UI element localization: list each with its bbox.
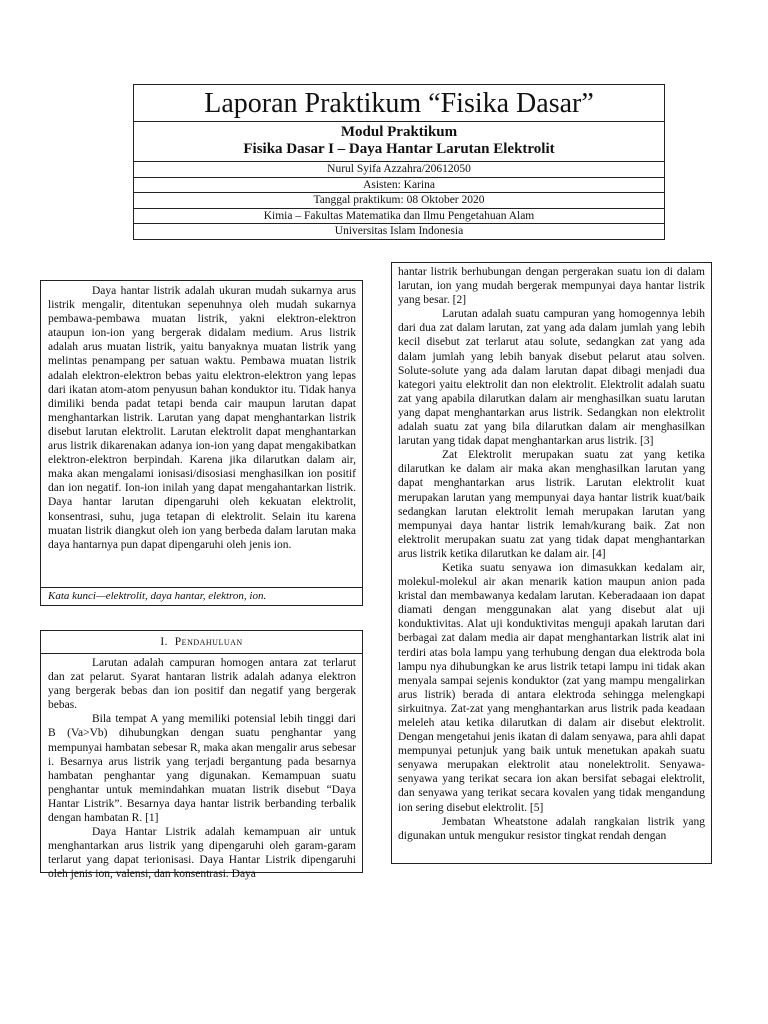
intro-paragraph-2: Bila tempat A yang memiliki potensial lebih tinggi dari B (Va>Vb) dihubungkan dengan suatu penghantar yang mempunyai hambatan sebesar R, maka akan mengalir arus sebesar i. Besarnya arus listrik yang terjadi bergantung pada besarnya hambatan penghantar yang digunakan. Kemampuan suatu penghantar untuk memindahkan muatan listrik disebut “Daya Hantar Listrik”. Besarnya daya hantar listrik berbanding terbalik dengan hambatan R. [1] xyxy=(48,713,356,825)
right-paragraph-1: Larutan adalah suatu campuran yang homogennya lebih dari dua zat dalam larutan, zat yang ada dalam jumlah yang lebih kecil disebut zat terlarut atau solute, sedangkan zat yang ada dalam jumlah yang lebih banyak disebut pelarut atau solven. Solute-solute yang ada dalam larutan dapat dibagi menjadi dua kategori yaitu elektrolit dan non elektrolit. Elektrolit adalah suatu zat yang apabila dilarutkan dalam air menghasilkan suatu larutan yang dapat menghantarkan arus listrik. Sedangkan non elektrolit adalah suatu zat yang bila dilarutkan dalam air menghasilkan larutan yang tidak dapat menghantarkan arus listrik. [3] xyxy=(398,308,705,448)
module-heading xyxy=(134,122,664,162)
practicum-date: Tanggal praktikum: 08 Oktober 2020 xyxy=(134,193,664,209)
module-title: Fisika Dasar I – Daya Hantar Larutan Elektrolit xyxy=(243,141,555,157)
abstract-text: Daya hantar listrik adalah ukuran mudah sukarnya arus listrik mengalir, ditentukan sepenuhnya oleh mudah sukarnya pembawa-pembawa muatan listrik, yakni elektron-elektron ataupun ion-ion yang bergerak didalam medium. Arus listrik adalah arus muatan listrik, yaitu banyaknya muatan listrik yang melintas penampang per satuan waktu. Pembawa muatan listrik adalah elektron-elektron bebas yaitu elektron-elektron yang lepas dari ikatan atom-atom penyusun bahan konduktor itu. Tidak hanya dimiliki benda padat tetapi benda cair maupun larutan dapat menghantarkan listrik. Larutan yang dapat menghantarkan listrik disebut larutan elektrolit. Larutan elektrolit dapat menghantarkan arus listrik dikarenakan adanya ion-ion yang dapat mengakibatkan elektron-elektron berpindah. Karena jika dilarutkan dalam air, maka akan mengalami ionisasi/disosiasi menghasilkan ion positif dan ion negatif. Ion-ion inilah yang dapat mengahantarkan listrik. Daya hantar larutan dipengaruhi oleh kekuatan elektrolit, konsentrasi, suhu, juga tetapan di elektrolit. Selain itu karena muatan listrik diangkut oleh ion yang berbeda dalam larutan maka daya hantarnya pun dapat dipengaruhi oleh jenis ion. xyxy=(48,285,356,551)
right-column-box xyxy=(391,262,712,864)
faculty-name: Kimia – Fakultas Matematika dan Ilmu Pengetahuan Alam xyxy=(134,209,664,225)
abstract-box xyxy=(40,280,363,606)
author-name: Nurul Syifa Azzahra/20612050 xyxy=(134,162,664,178)
section-title xyxy=(41,631,362,654)
right-paragraph-0: hantar listrik berhubungan dengan pergerakan suatu ion di dalam larutan, ion yang mudah bergerak mempunyai daya hantar listrik yang besar. [2] xyxy=(398,266,705,307)
report-header-table xyxy=(133,84,665,240)
right-paragraph-3: Ketika suatu senyawa ion dimasukkan kedalam air, molekul-molekul air akan menarik kation maupun anion pada kristal dan membawanya kedalam larutan. Keberadaaan ion dapat diamati dengan menggunakan alat yang disebut alat uji konduktivitas. Alat uji konduktivitas menguji apakah larutan dari berbagai zat dalam media air dapat menghantarkan listrik alat ini terdiri atas bola lampu yang terhubung dengan dua elektroda bola lampu nya dihubungkan ke arus listrik tetapi lampu ini tidak akan menyala sampai sejenis konduktor (zat yang mampu mengalirkan arus listrik) berada di antara elektroda sehingga melengkapi sirkuitnya. Zat-zat yang menghantarkan arus listrik pada keadaan meleleh atau ketika dilarutkan di dalam air disebut elektrolit. Dengan mengetahui jenis ikatan di dalam senyawa, para ahli dapat mempunyai petunjuk yang baik untuk menetukan apakah suatu senyawa merupakan elektrolit atau nonelektrolit. Senyawa-senyawa yang terikat secara ion akan bersifat sebagai elektrolit, dan senyawa yang terikat secara kovalen yang tidak mengandung ion sering disebut elektrolit. [5] xyxy=(398,561,705,814)
intro-paragraph-1: Larutan adalah campuran homogen antara zat terlarut dan zat pelarut. Syarat hantaran listrik adalah adanya elektron yang bergerak bebas dan ion positif dan negatif yang bergerak bebas. xyxy=(48,657,356,712)
intro-paragraph-3: Daya Hantar Listrik adalah kemampuan air untuk menghantarkan arus listrik yang dipengaruhi oleh garam-garam terlarut yang dapat terionisasi. Daya Hantar Listrik dipengaruhi oleh jenis ion, valensi, dan konsentrasi. Daya xyxy=(48,826,356,881)
section-heading: Pendahuluan xyxy=(174,636,243,648)
keywords: Kata kunci—elektrolit, daya hantar, elektron, ion. xyxy=(41,587,362,605)
introduction-box xyxy=(40,630,363,881)
right-paragraph-2: Zat Elektrolit merupakan suatu zat yang ketika dilarutkan ke dalam air maka akan menghasilkan larutan yang dapat menghantarkan arus listrik. Larutan elektrolit kuat merupakan larutan yang mempunyai daya hantar listrik kuat/baik sedangkan larutan elektrolit lemah merupakan larutan yang mempunyai daya hantar listrik lemah/kurang baik. Zat non elektrolit merupakan suatu zat yang tidak dapat menghantarkan arus listrik ketika dilarutkan ke dalam air. [4] xyxy=(398,449,705,560)
assistant-name: Asisten: Karina xyxy=(134,178,664,194)
module-label: Modul Praktikum xyxy=(340,124,458,140)
section-numeral: I. xyxy=(160,636,169,648)
right-paragraph-4: Jembatan Wheatstone adalah rangkaian listrik yang digunakan untuk mengukur resistor tingkat rendah dengan xyxy=(398,815,705,842)
report-title: Laporan Praktikum “Fisika Dasar” xyxy=(134,85,664,122)
university-name: Universitas Islam Indonesia xyxy=(334,225,464,237)
